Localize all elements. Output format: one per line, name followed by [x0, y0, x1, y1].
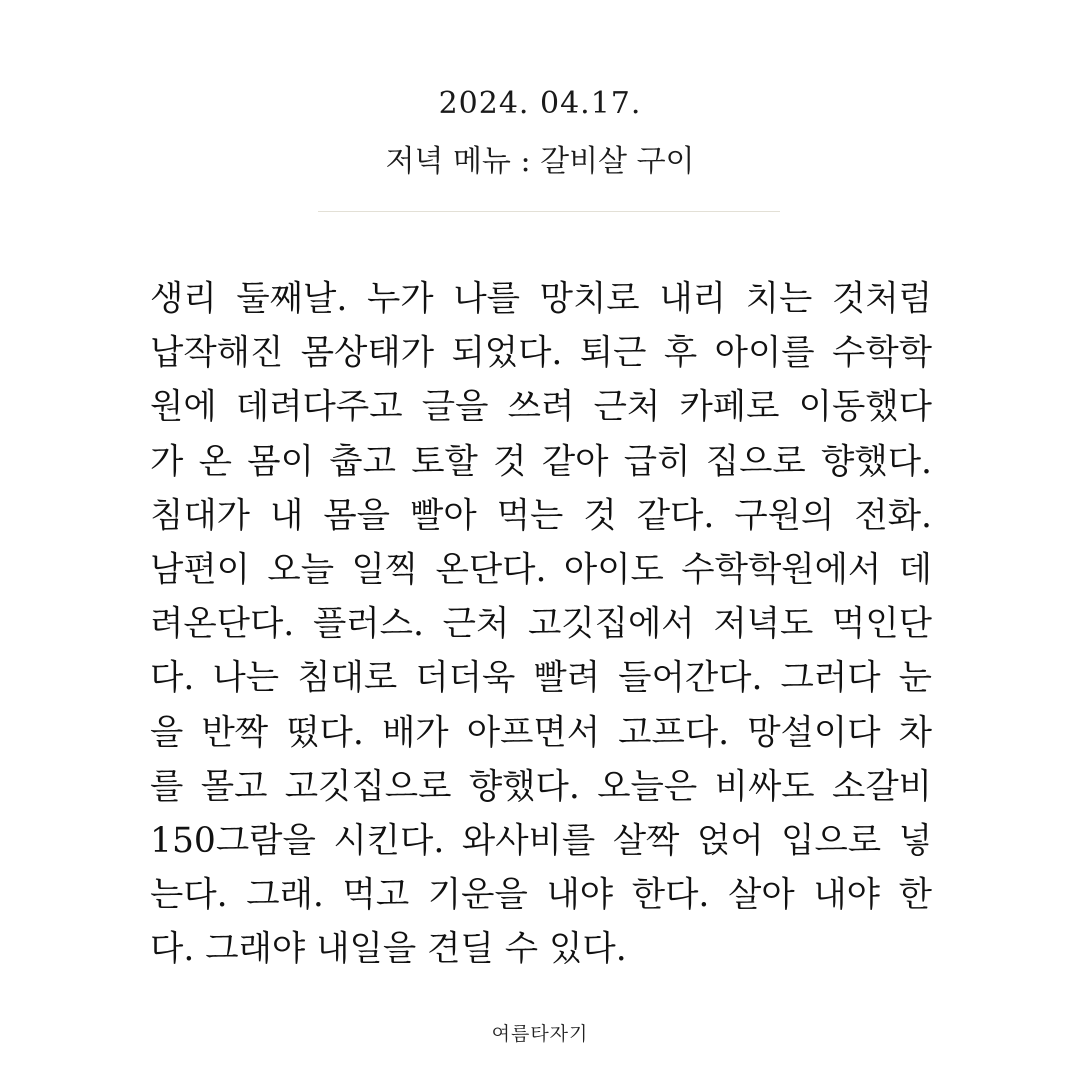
body-line: 다. 그래야 내일을 견딜 수 있다.: [150, 929, 627, 970]
diary-body: [150, 272, 932, 976]
body-line: 납작해진 몸상태가 되었다. 퇴근 후 아이를 수학학: [150, 333, 932, 374]
body-line: 를 몰고 고깃집으로 향했다. 오늘은 비싸도 소갈비: [150, 766, 932, 807]
dinner-menu: 저녁 메뉴 : 갈비살 구이: [385, 144, 695, 179]
author-signature: 여름타자기: [491, 1023, 589, 1045]
body-line: 원에 데려다주고 글을 쓰려 근처 카페로 이동했다: [150, 387, 932, 428]
body-line: 다. 나는 침대로 더더욱 빨려 들어간다. 그러다 눈: [150, 658, 932, 699]
body-line: 150그람을 시킨다. 와사비를 살짝 얹어 입으로 넣: [150, 820, 932, 861]
body-line: 려온단다. 플러스. 근처 고깃집에서 저녁도 먹인단: [150, 604, 932, 645]
body-line: 을 반짝 떴다. 배가 아프면서 고프다. 망설이다 차: [150, 712, 932, 753]
body-line: 는다. 그래. 먹고 기운을 내야 한다. 살아 내야 한: [150, 875, 932, 916]
header-divider: [318, 211, 780, 212]
body-line: 가 온 몸이 춥고 토할 것 같아 급히 집으로 향했다.: [150, 441, 932, 482]
body-line: 침대가 내 몸을 빨아 먹는 것 같다. 구원의 전화.: [150, 495, 932, 536]
body-line: 생리 둘째날. 누가 나를 망치로 내리 치는 것처럼: [150, 279, 932, 319]
body-line: 남편이 오늘 일찍 온단다. 아이도 수학학원에서 데: [150, 549, 932, 590]
entry-date: 2024. 04.17.: [438, 86, 642, 121]
